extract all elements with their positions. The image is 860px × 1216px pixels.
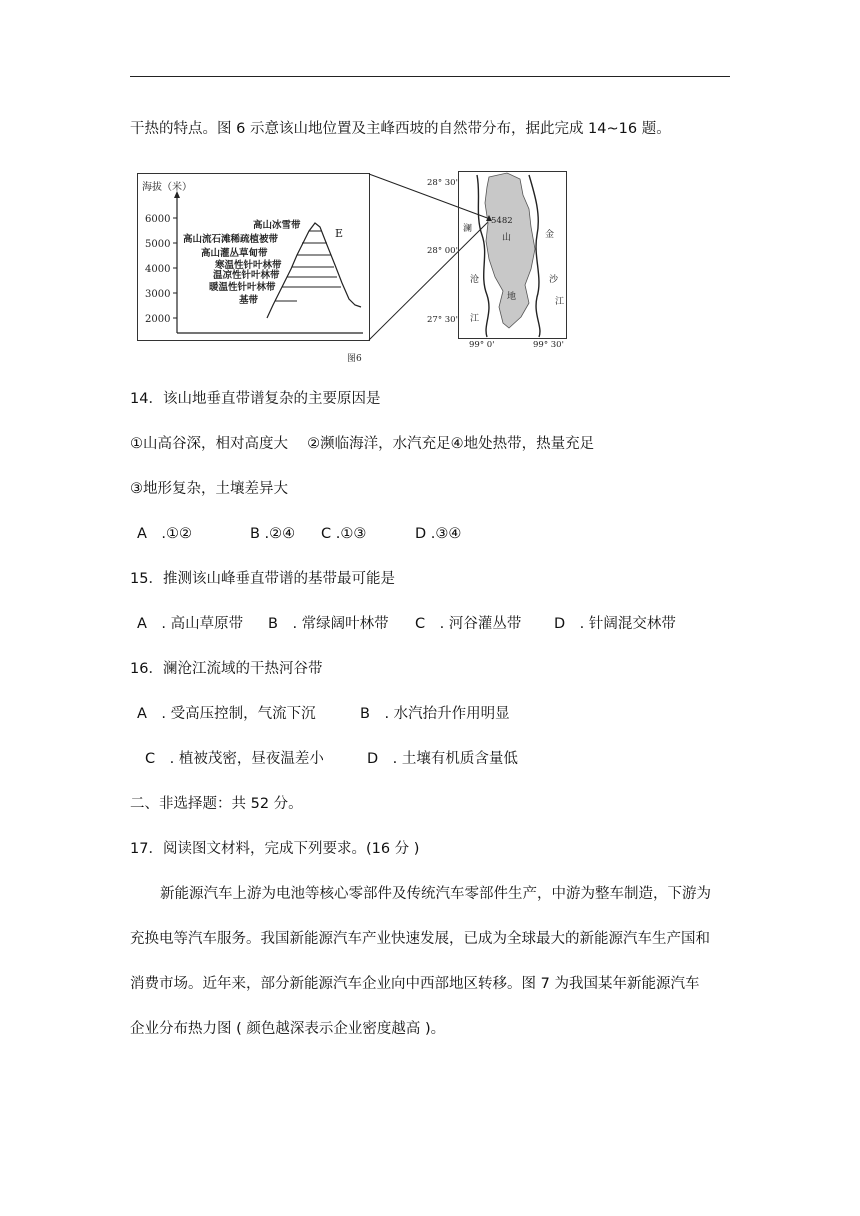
q17-paragraph-line: 新能源汽车上游为电池等核心零部件及传统汽车零部件生产，中游为整车制造，下游为	[160, 886, 711, 902]
zone-label: 寒温性针叶林带	[215, 260, 282, 271]
zone-label: 基带	[239, 295, 259, 306]
q15-stem: 15．推测该山峰垂直带谱的基带最可能是	[130, 571, 395, 587]
q16-option-a: A . 受高压控制，气流下沉	[137, 706, 316, 722]
peak-elevation: 5482	[491, 216, 513, 226]
q15-option-a: A . 高山草原带	[137, 616, 244, 632]
zone-label: 高山冰雪带	[253, 220, 301, 231]
mountain-char: 地	[507, 292, 517, 302]
q17-paragraph-line: 充换电等汽车服务。我国新能源汽车产业快速发展，已成为全球最大的新能源汽车生产国和	[130, 931, 710, 947]
west-river-char: 江	[470, 314, 480, 324]
figure-caption: 图6	[347, 354, 362, 364]
q16-option-b: B . 水汽抬升作用明显	[360, 706, 510, 722]
y-axis-label: 海拔（米）	[142, 182, 192, 193]
q17-paragraph-line: 企业分布热力图 ( 颜色越深表示企业密度越高 )。	[130, 1021, 446, 1037]
zone-label: 暖温性针叶林带	[209, 282, 276, 293]
q14-option-c: C .①③	[321, 526, 367, 542]
figure-6-svg	[137, 165, 577, 365]
q15-option-b: B . 常绿阔叶林带	[268, 616, 389, 632]
west-river-char: 沧	[470, 275, 480, 285]
tick-label: 2000	[145, 314, 171, 325]
lat-label: 28° 00'	[427, 246, 458, 256]
q17-paragraph-line: 消费市场。近年来，部分新能源汽车企业向中西部地区转移。图 7 为我国某年新能源汽车	[130, 976, 700, 992]
q17-stem: 17．阅读图文材料，完成下列要求。(16 分 )	[130, 841, 420, 857]
section-heading: 二、非选择题：共 52 分。	[130, 796, 303, 812]
q16-option-d: D . 土壤有机质含量低	[367, 751, 518, 767]
tick-label: 3000	[145, 289, 171, 300]
lon-label: 99° 30'	[533, 340, 564, 350]
east-river-char: 江	[555, 297, 565, 307]
intro-text: 干热的特点。图 6 示意该山地位置及主峰西坡的自然带分布，据此完成 14~16 题。	[130, 121, 671, 137]
q14-option-b: B .②④	[250, 526, 296, 542]
figure-6	[137, 165, 577, 365]
q15-option-c: C . 河谷灌丛带	[415, 616, 522, 632]
tick-label: 6000	[145, 214, 171, 225]
q15-option-d: D . 针阔混交林带	[554, 616, 676, 632]
east-river-char: 沙	[549, 275, 559, 285]
mountain-char: 山	[502, 233, 512, 243]
lat-label: 27° 30'	[427, 315, 458, 325]
zone-label: 高山流石滩稀疏植被带	[183, 234, 279, 245]
tick-label: 5000	[145, 239, 171, 250]
east-river-char: 金	[545, 230, 555, 240]
zone-label: 高山灌丛草甸带	[201, 248, 268, 259]
q14-option-a: A .①②	[137, 526, 193, 542]
q16-stem: 16．澜沧江流域的干热河谷带	[130, 661, 323, 677]
q14-statements-2: ③地形复杂，土壤差异大	[130, 481, 288, 497]
q14-statements-1: ①山高谷深，相对高度大 ②濒临海洋，水汽充足④地处热带，热量充足	[130, 436, 595, 452]
tick-label: 4000	[145, 264, 171, 275]
peak-label: E	[335, 227, 344, 240]
q16-option-c: C . 植被茂密，昼夜温差小	[145, 751, 324, 767]
q14-option-d: D .③④	[415, 526, 462, 542]
header-rule	[130, 76, 730, 77]
mountain-area	[485, 173, 535, 328]
q14-stem: 14．该山地垂直带谱复杂的主要原因是	[130, 391, 381, 407]
lon-label: 99° 0'	[469, 340, 495, 350]
west-river-char: 澜	[463, 224, 473, 234]
lat-label: 28° 30'	[427, 178, 458, 188]
zone-label: 温凉性针叶林带	[213, 270, 280, 281]
